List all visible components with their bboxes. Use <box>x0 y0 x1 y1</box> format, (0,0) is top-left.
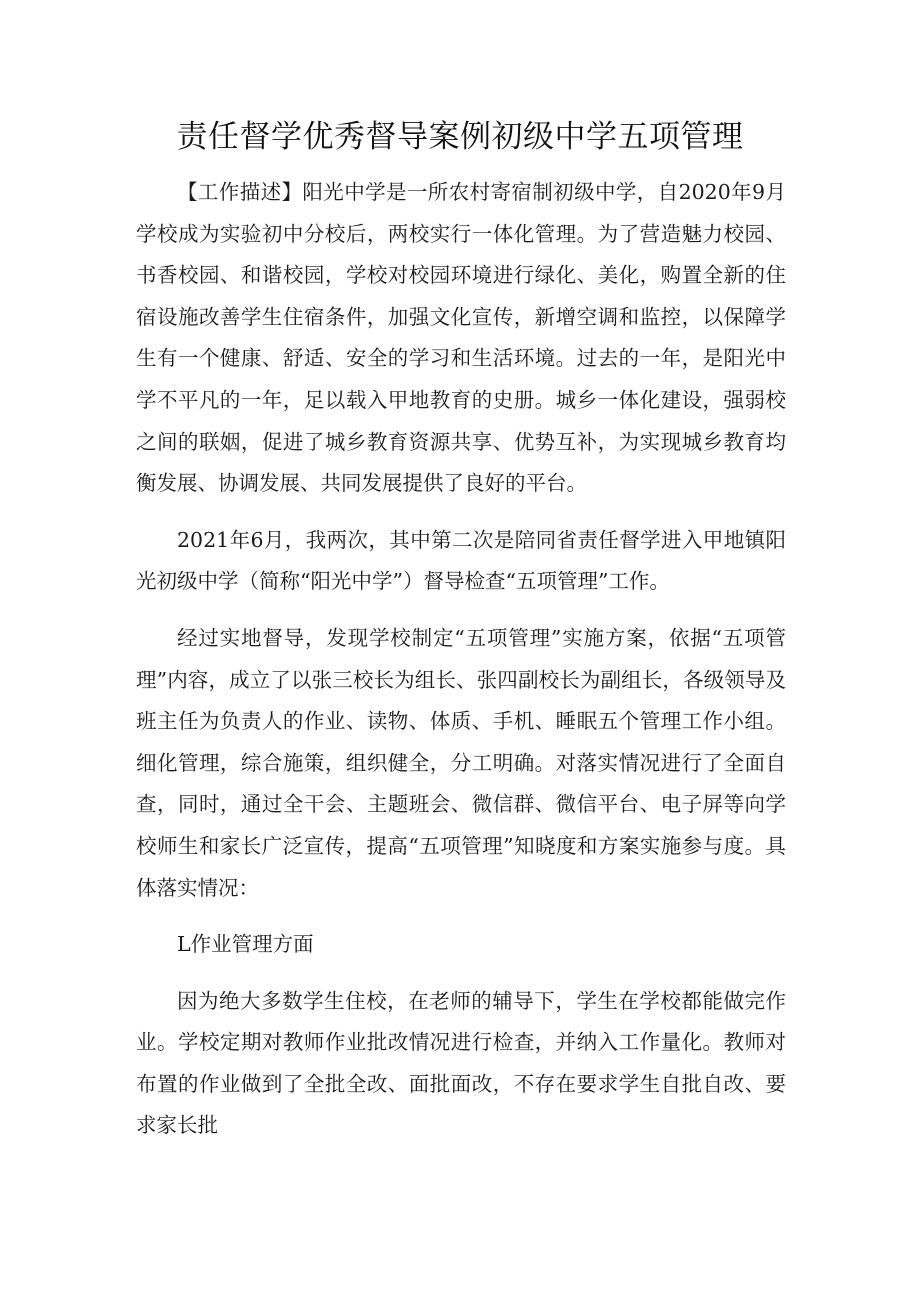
document-body <box>136 172 786 1147</box>
paragraph-inspection-findings: 经过实地督导，发现学校制定“五项管理”实施方案，依据“五项管理”内容，成立了以张三校长为组长、张四副校长为副组长，各级领导及班主任为负责人的作业、读物、体质、手机、睡眠五个管理工作小组。细化管理，综合施策，组织健全，分工明确。对落实情况进行了全面自查，同时，通过全干会、主题班会、微信群、微信平台、电子屏等向学校师生和家长广泛宣传，提高“五项管理”知晓度和方案实施参与度。具体落实情况： <box>136 625 786 900</box>
paragraph-work-description: 【工作描述】阳光中学是一所农村寄宿制初级中学，自2020年9月学校成为实验初中分校后，两校实行一体化管理。为了营造魅力校园、书香校园、和谐校园，学校对校园环境进行绿化、美化，购置全新的住宿设施改善学生住宿条件，加强文化宣传，新增空调和监控，以保障学生有一个健康、舒适、安全的学习和生活环境。过去的一年，是阳光中学不平凡的一年，足以载入甲地教育的史册。城乡一体化建设，强弱校之间的联姻，促进了城乡教育资源共享、优势互补，为实现城乡教育均衡发展、协调发展、共同发展提供了良好的平台。 <box>136 180 786 496</box>
section-heading-homework: L作业管理方面 <box>177 932 314 957</box>
paragraph-homework-management: 因为绝大多数学生住校，在老师的辅导下，学生在学校都能做完作业。学校定期对教师作业批改情况进行检查，并纳入工作量化。教师对布置的作业做到了全批全改、面批面改，不存在要求学生自批自改、要求家长批 <box>136 988 786 1138</box>
document-title: 责任督学优秀督导案例初级中学五项管理 <box>176 119 744 155</box>
paragraph-inspection-date: 2021年6月，我两次，其中第二次是陪同省责任督学进入甲地镇阳光初级中学（简称“阳光中学”）督导检查“五项管理”工作。 <box>136 527 786 594</box>
